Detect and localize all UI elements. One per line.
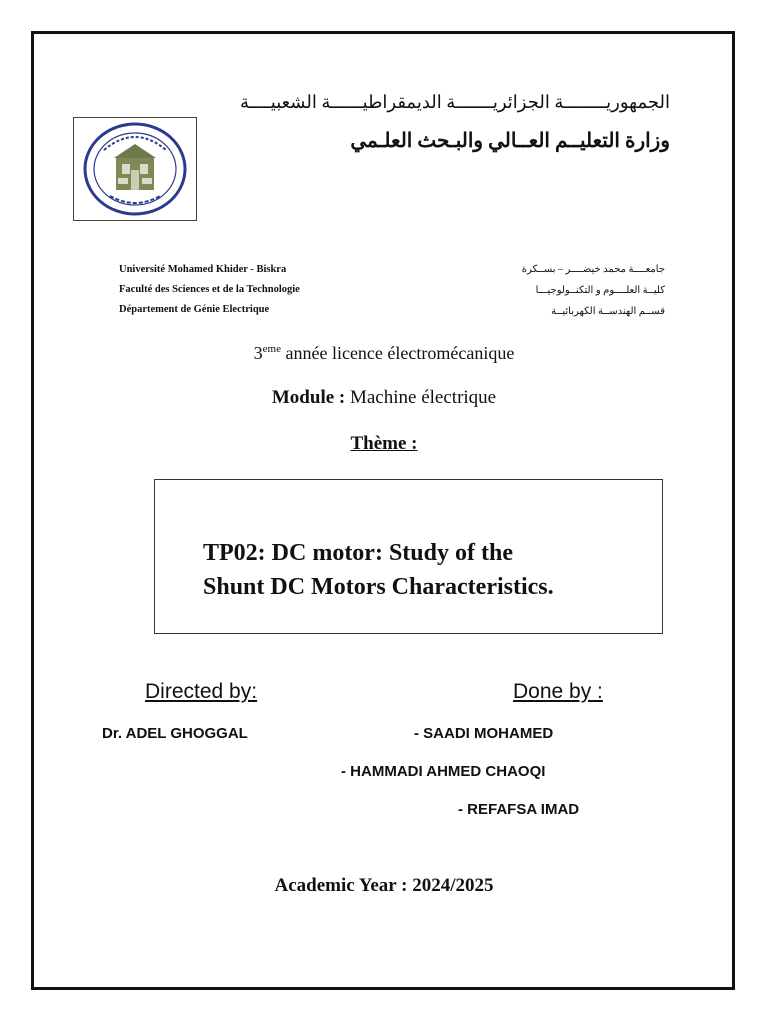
university-seal-logo <box>73 117 197 221</box>
arabic-republic-heading: الجمهوريــــــــة الجزائريـــــــة الديمقراطيــــــة الشعبيــــة <box>240 92 670 112</box>
directed-by-heading: Directed by: <box>145 680 258 703</box>
student-name: - SAADI MOHAMED <box>414 725 554 742</box>
title-box <box>154 479 663 634</box>
arabic-ministry-heading: وزارة التعليــم العــالي والبـحث العلـمي <box>350 130 670 152</box>
student-name: - REFAFSA IMAD <box>458 801 580 818</box>
faculty-name-fr: Faculté des Sciences et de la Technologie <box>119 284 300 295</box>
student-name: - HAMMADI AHMED CHAOQI <box>341 763 546 780</box>
faculty-name-ar: كليــة العلــــوم و التكنــولوجيـــا <box>535 285 665 296</box>
supervisor-name: Dr. ADEL GHOGGAL <box>102 725 248 742</box>
academic-year: Academic Year : 2024/2025 <box>274 875 494 896</box>
university-name-fr: Université Mohamed Khider - Biskra <box>119 264 287 275</box>
department-name-ar: قســم الهندســة الكهربائيــة <box>551 306 665 317</box>
module-line: Module : Machine électrique <box>271 387 497 408</box>
university-name-ar: جامعــــة محمد خيضــــر – بســكرة <box>521 264 665 275</box>
done-by-heading: Done by : <box>513 680 603 703</box>
study-level: 3eme année licence électromécanique <box>253 343 515 363</box>
theme-label: Thème : <box>350 433 418 454</box>
department-name-fr: Département de Génie Electrique <box>119 304 270 315</box>
report-title: TP02: DC motor: Study of the Shunt DC Motors Characteristics. <box>203 540 554 600</box>
